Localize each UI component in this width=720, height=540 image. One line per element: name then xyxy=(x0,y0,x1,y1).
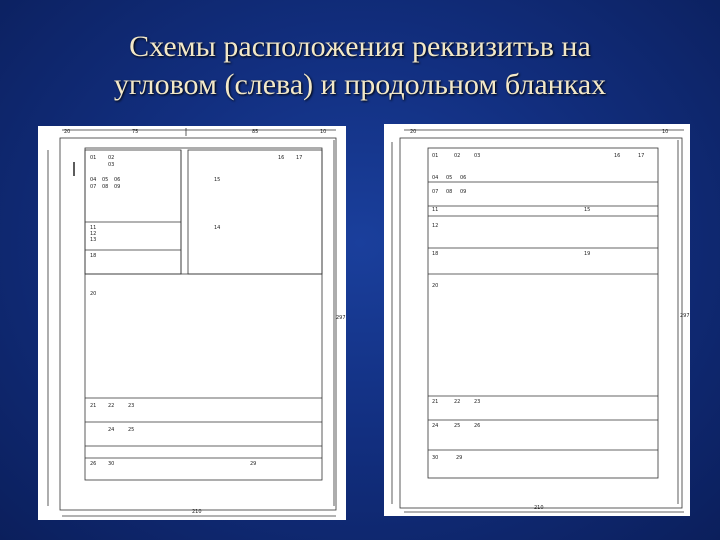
dimension-label: 297 xyxy=(680,313,690,319)
field-code: 24 xyxy=(108,427,115,433)
field-code: 16 xyxy=(278,155,285,161)
field-code: 18 xyxy=(90,253,97,259)
field-code: 29 xyxy=(456,455,463,461)
field-code: 22 xyxy=(108,403,115,409)
field-code: 02 xyxy=(108,155,115,161)
field-code: 04 xyxy=(432,175,439,181)
field-code: 25 xyxy=(454,423,461,429)
field-code: 08 xyxy=(446,189,453,195)
field-code: 29 xyxy=(250,461,257,467)
dimension-label: 20 xyxy=(410,129,417,135)
longitudinal-form-layout-lines xyxy=(384,124,690,516)
field-code: 09 xyxy=(460,189,467,195)
field-code: 05 xyxy=(102,177,109,183)
field-code: 20 xyxy=(432,283,439,289)
field-code: 19 xyxy=(584,251,591,257)
field-code: 11 xyxy=(90,225,97,231)
slide-title-line-2: угловом (слева) и продольном бланках xyxy=(113,68,607,101)
field-code: 21 xyxy=(432,399,439,405)
dimension-label: 210 xyxy=(534,505,544,511)
dimension-label: 85 xyxy=(252,129,259,135)
field-code: 23 xyxy=(474,399,481,405)
field-code: 14 xyxy=(214,225,221,231)
field-code: 26 xyxy=(474,423,481,429)
dimension-label: 210 xyxy=(192,509,202,515)
dimension-label: 10 xyxy=(662,129,669,135)
field-code: 13 xyxy=(90,237,97,243)
dimension-label: 297 xyxy=(336,315,346,321)
dimension-label: 10 xyxy=(320,129,327,135)
corner-form-diagram xyxy=(38,126,346,520)
field-code: 08 xyxy=(102,184,109,190)
field-code: 12 xyxy=(90,231,97,237)
field-code: 21 xyxy=(90,403,97,409)
field-code: 11 xyxy=(432,207,439,213)
field-code: 17 xyxy=(296,155,303,161)
field-code: 25 xyxy=(128,427,135,433)
field-code: 24 xyxy=(432,423,439,429)
corner-form-layout-lines xyxy=(38,126,346,520)
field-code: 06 xyxy=(114,177,121,183)
field-code: 01 xyxy=(90,155,97,161)
field-code: 07 xyxy=(432,189,439,195)
field-code: 06 xyxy=(460,175,467,181)
field-code: 12 xyxy=(432,223,439,229)
field-code: 03 xyxy=(108,162,115,168)
field-code: 04 xyxy=(90,177,97,183)
field-code: 07 xyxy=(90,184,97,190)
slide-title-line-1: Схемы расположения реквизитьв на xyxy=(129,30,591,63)
field-code: 03 xyxy=(474,153,481,159)
field-code: 18 xyxy=(432,251,439,257)
field-code: 17 xyxy=(638,153,645,159)
field-code: 02 xyxy=(454,153,461,159)
field-code: 16 xyxy=(614,153,621,159)
field-code: 30 xyxy=(432,455,439,461)
field-code: 15 xyxy=(214,177,221,183)
field-code: 22 xyxy=(454,399,461,405)
field-code: 01 xyxy=(432,153,439,159)
longitudinal-form-diagram xyxy=(384,124,690,516)
dimension-label: 20 xyxy=(64,129,71,135)
dimension-label: 75 xyxy=(132,129,139,135)
field-code: 15 xyxy=(584,207,591,213)
field-code: 05 xyxy=(446,175,453,181)
field-code: 09 xyxy=(114,184,121,190)
field-code: 20 xyxy=(90,291,97,297)
field-code: 23 xyxy=(128,403,135,409)
field-code: 26 xyxy=(90,461,97,467)
field-code: 30 xyxy=(108,461,115,467)
slide-title xyxy=(0,28,720,104)
